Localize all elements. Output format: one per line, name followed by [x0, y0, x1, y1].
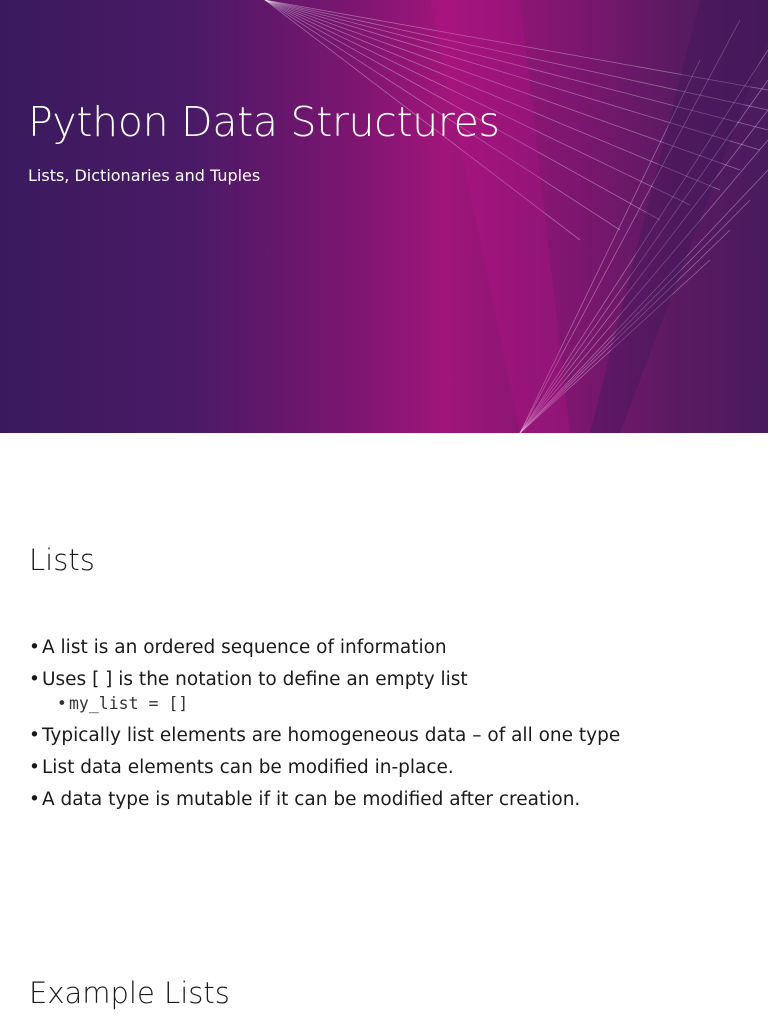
code-snippet: my_list = [] — [69, 694, 189, 713]
slide-subtitle: Lists, Dictionaries and Tuples — [28, 166, 261, 185]
lists-heading: Lists — [29, 543, 95, 577]
example-lists-heading: Example Lists — [29, 976, 230, 1010]
lists-bullets — [29, 636, 749, 820]
list-item: • Uses [ ] is the notation to define an empty list — [29, 669, 468, 690]
decorative-lines — [0, 0, 768, 433]
bullet-icon: • — [29, 725, 40, 746]
list-item: • List data elements can be modified in-place. — [29, 757, 454, 778]
list-item: • A list is an ordered sequence of information — [29, 637, 447, 658]
bullet-icon: • — [29, 757, 40, 778]
list-item: • Typically list elements are homogeneous data – of all one type — [29, 725, 621, 746]
bullet-icon: • — [29, 637, 40, 658]
bullet-icon: • — [29, 669, 40, 690]
list-item: • A data type is mutable if it can be modified after creation. — [29, 789, 581, 810]
slide-title: Python Data Structures — [28, 98, 500, 146]
bullet-icon: • — [29, 789, 40, 810]
sub-list-item — [29, 694, 749, 714]
bullet-icon: • — [57, 694, 67, 713]
title-slide — [0, 0, 768, 433]
